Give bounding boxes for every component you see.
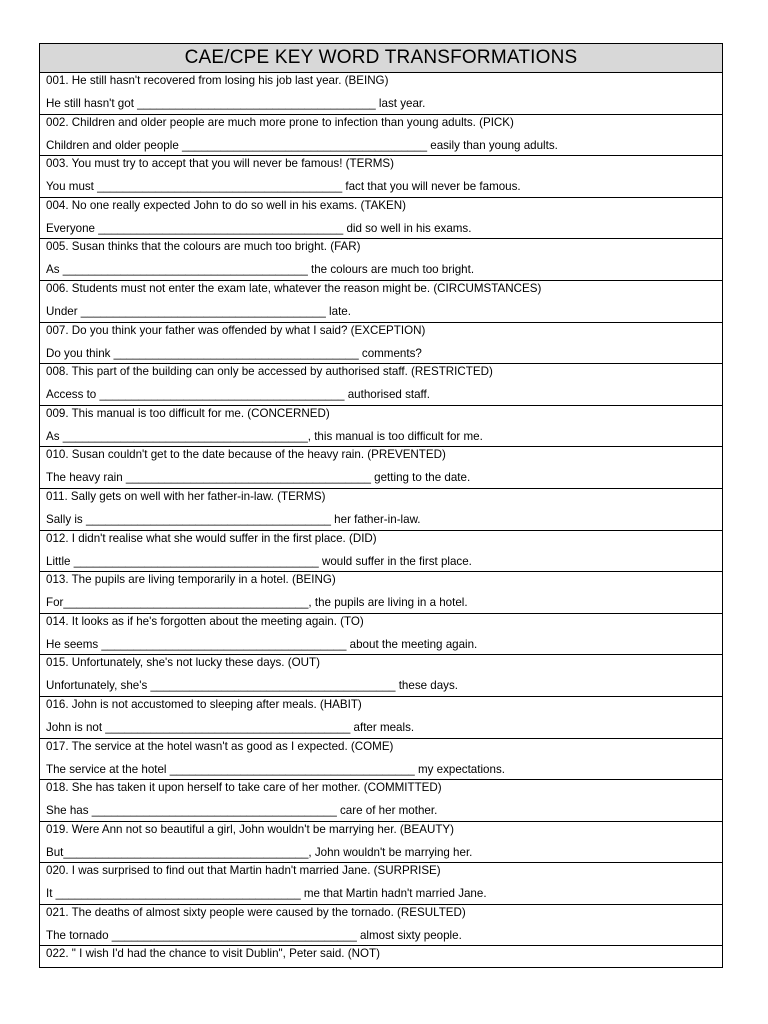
exercise-question: 021. The deaths of almost sixty people were caused by the tornado. (RESULTED) bbox=[46, 905, 466, 919]
exercise-answer-line: Access to ______________________________________ authorised staff. bbox=[46, 388, 431, 402]
exercise-question: 006. Students must not enter the exam late, whatever the reason might be. (CIRCUMSTANCES) bbox=[46, 281, 542, 295]
exercise-answer-line: He still hasn't got _____________________________________ last year. bbox=[46, 97, 426, 110]
exercise-answer-line: Children and older people ______________________________________ easily than young adults. bbox=[46, 138, 558, 152]
exercise-item bbox=[40, 531, 722, 573]
exercise-question: 018. She has taken it upon herself to take care of her mother. (COMMITTED) bbox=[46, 781, 442, 795]
exercise-answer-line: The heavy rain ______________________________________ getting to the date. bbox=[46, 471, 471, 485]
exercise-question: 013. The pupils are living temporarily in a hotel. (BEING) bbox=[46, 573, 336, 587]
exercise-question: 009. This manual is too difficult for me. (CONCERNED) bbox=[46, 406, 330, 420]
exercise-answer-line: As ______________________________________, this manual is too difficult for me. bbox=[46, 429, 483, 443]
exercise-answer-line: The tornado ______________________________________ almost sixty people. bbox=[46, 928, 462, 942]
exercise-answer-line: As ______________________________________ the colours are much too bright. bbox=[46, 263, 475, 277]
exercise-question: 020. I was surprised to find out that Martin hadn't married Jane. (SURPRISE) bbox=[46, 864, 441, 878]
exercise-answer-line: Under ______________________________________ late. bbox=[46, 304, 351, 318]
exercise-question: 002. Children and older people are much more prone to infection than young adults. (PICK) bbox=[46, 115, 514, 129]
exercise-question: 008. This part of the building can only be accessed by authorised staff. (RESTRICTED) bbox=[46, 365, 493, 379]
exercise-item bbox=[40, 281, 722, 323]
exercise-answer-line: Sally is ______________________________________ her father-in-law. bbox=[46, 512, 421, 526]
exercise-item bbox=[40, 323, 722, 365]
exercise-question: 001. He still hasn't recovered from losing his job last year. (BEING) bbox=[46, 74, 389, 87]
exercise-item bbox=[40, 946, 722, 967]
exercise-item bbox=[40, 780, 722, 822]
exercise-item bbox=[40, 156, 722, 198]
exercise-question: 011. Sally gets on well with her father-in-law. (TERMS) bbox=[46, 489, 326, 503]
exercise-item bbox=[40, 447, 722, 489]
exercise-item bbox=[40, 489, 722, 531]
exercise-item bbox=[40, 863, 722, 905]
exercise-question: 014. It looks as if he's forgotten about the meeting again. (TO) bbox=[46, 614, 364, 628]
exercise-item bbox=[40, 739, 722, 781]
exercise-answer-line: Unfortunately, she's ______________________________________ these days. bbox=[46, 679, 458, 693]
exercise-question: 005. Susan thinks that the colours are much too bright. (FAR) bbox=[46, 240, 361, 254]
exercise-answer-line: He seems ______________________________________ about the meeting again. bbox=[46, 637, 478, 651]
exercise-question: 015. Unfortunately, she's not lucky these days. (OUT) bbox=[46, 656, 320, 670]
exercise-answer-line: For______________________________________, the pupils are living in a hotel. bbox=[46, 596, 468, 610]
exercise-answer-line: Little ______________________________________ would suffer in the first place. bbox=[46, 554, 472, 568]
exercise-question: 022. " I wish I'd had the chance to visit Dublin", Peter said. (NOT) bbox=[46, 947, 380, 961]
exercise-question: 019. Were Ann not so beautiful a girl, John wouldn't be marrying her. (BEAUTY) bbox=[46, 822, 454, 836]
exercise-question: 016. John is not accustomed to sleeping after meals. (HABIT) bbox=[46, 697, 362, 711]
exercise-item bbox=[40, 822, 722, 864]
exercise-item bbox=[40, 364, 722, 406]
exercise-item bbox=[40, 73, 722, 115]
exercise-question: 003. You must try to accept that you will never be famous! (TERMS) bbox=[46, 157, 394, 171]
exercise-answer-line: John is not ______________________________________ after meals. bbox=[46, 720, 415, 734]
exercise-answer-line: But______________________________________, John wouldn't be marrying her. bbox=[46, 845, 473, 859]
exercise-question: 007. Do you think your father was offended by what I said? (EXCEPTION) bbox=[46, 323, 426, 337]
exercise-item bbox=[40, 115, 722, 157]
exercise-question: 010. Susan couldn't get to the date because of the heavy rain. (PREVENTED) bbox=[46, 448, 446, 462]
exercise-answer-line: She has ______________________________________ care of her mother. bbox=[46, 804, 438, 818]
exercise-answer-line: The service at the hotel ______________________________________ my expectations. bbox=[46, 762, 505, 776]
exercise-question: 004. No one really expected John to do so well in his exams. (TAKEN) bbox=[46, 198, 407, 212]
exercise-question: 017. The service at the hotel wasn't as good as I expected. (COME) bbox=[46, 739, 394, 753]
exercise-item bbox=[40, 239, 722, 281]
worksheet bbox=[39, 43, 723, 968]
exercise-item bbox=[40, 198, 722, 240]
exercise-item bbox=[40, 406, 722, 448]
item-list bbox=[40, 73, 722, 967]
exercise-answer-line: It ______________________________________ me that Martin hadn't married Jane. bbox=[46, 887, 487, 901]
exercise-item bbox=[40, 572, 722, 614]
exercise-answer-line: Everyone ______________________________________ did so well in his exams. bbox=[46, 221, 472, 235]
exercise-item bbox=[40, 614, 722, 656]
exercise-answer-line: You must ______________________________________ fact that you will never be famous. bbox=[46, 180, 521, 194]
exercise-answer-line: Do you think ______________________________________ comments? bbox=[46, 346, 422, 360]
exercise-item bbox=[40, 655, 722, 697]
exercise-item bbox=[40, 905, 722, 947]
exercise-question: 012. I didn't realise what she would suffer in the first place. (DID) bbox=[46, 531, 377, 545]
worksheet-title: CAE/CPE KEY WORD TRANSFORMATIONS bbox=[40, 44, 722, 73]
exercise-item bbox=[40, 697, 722, 739]
